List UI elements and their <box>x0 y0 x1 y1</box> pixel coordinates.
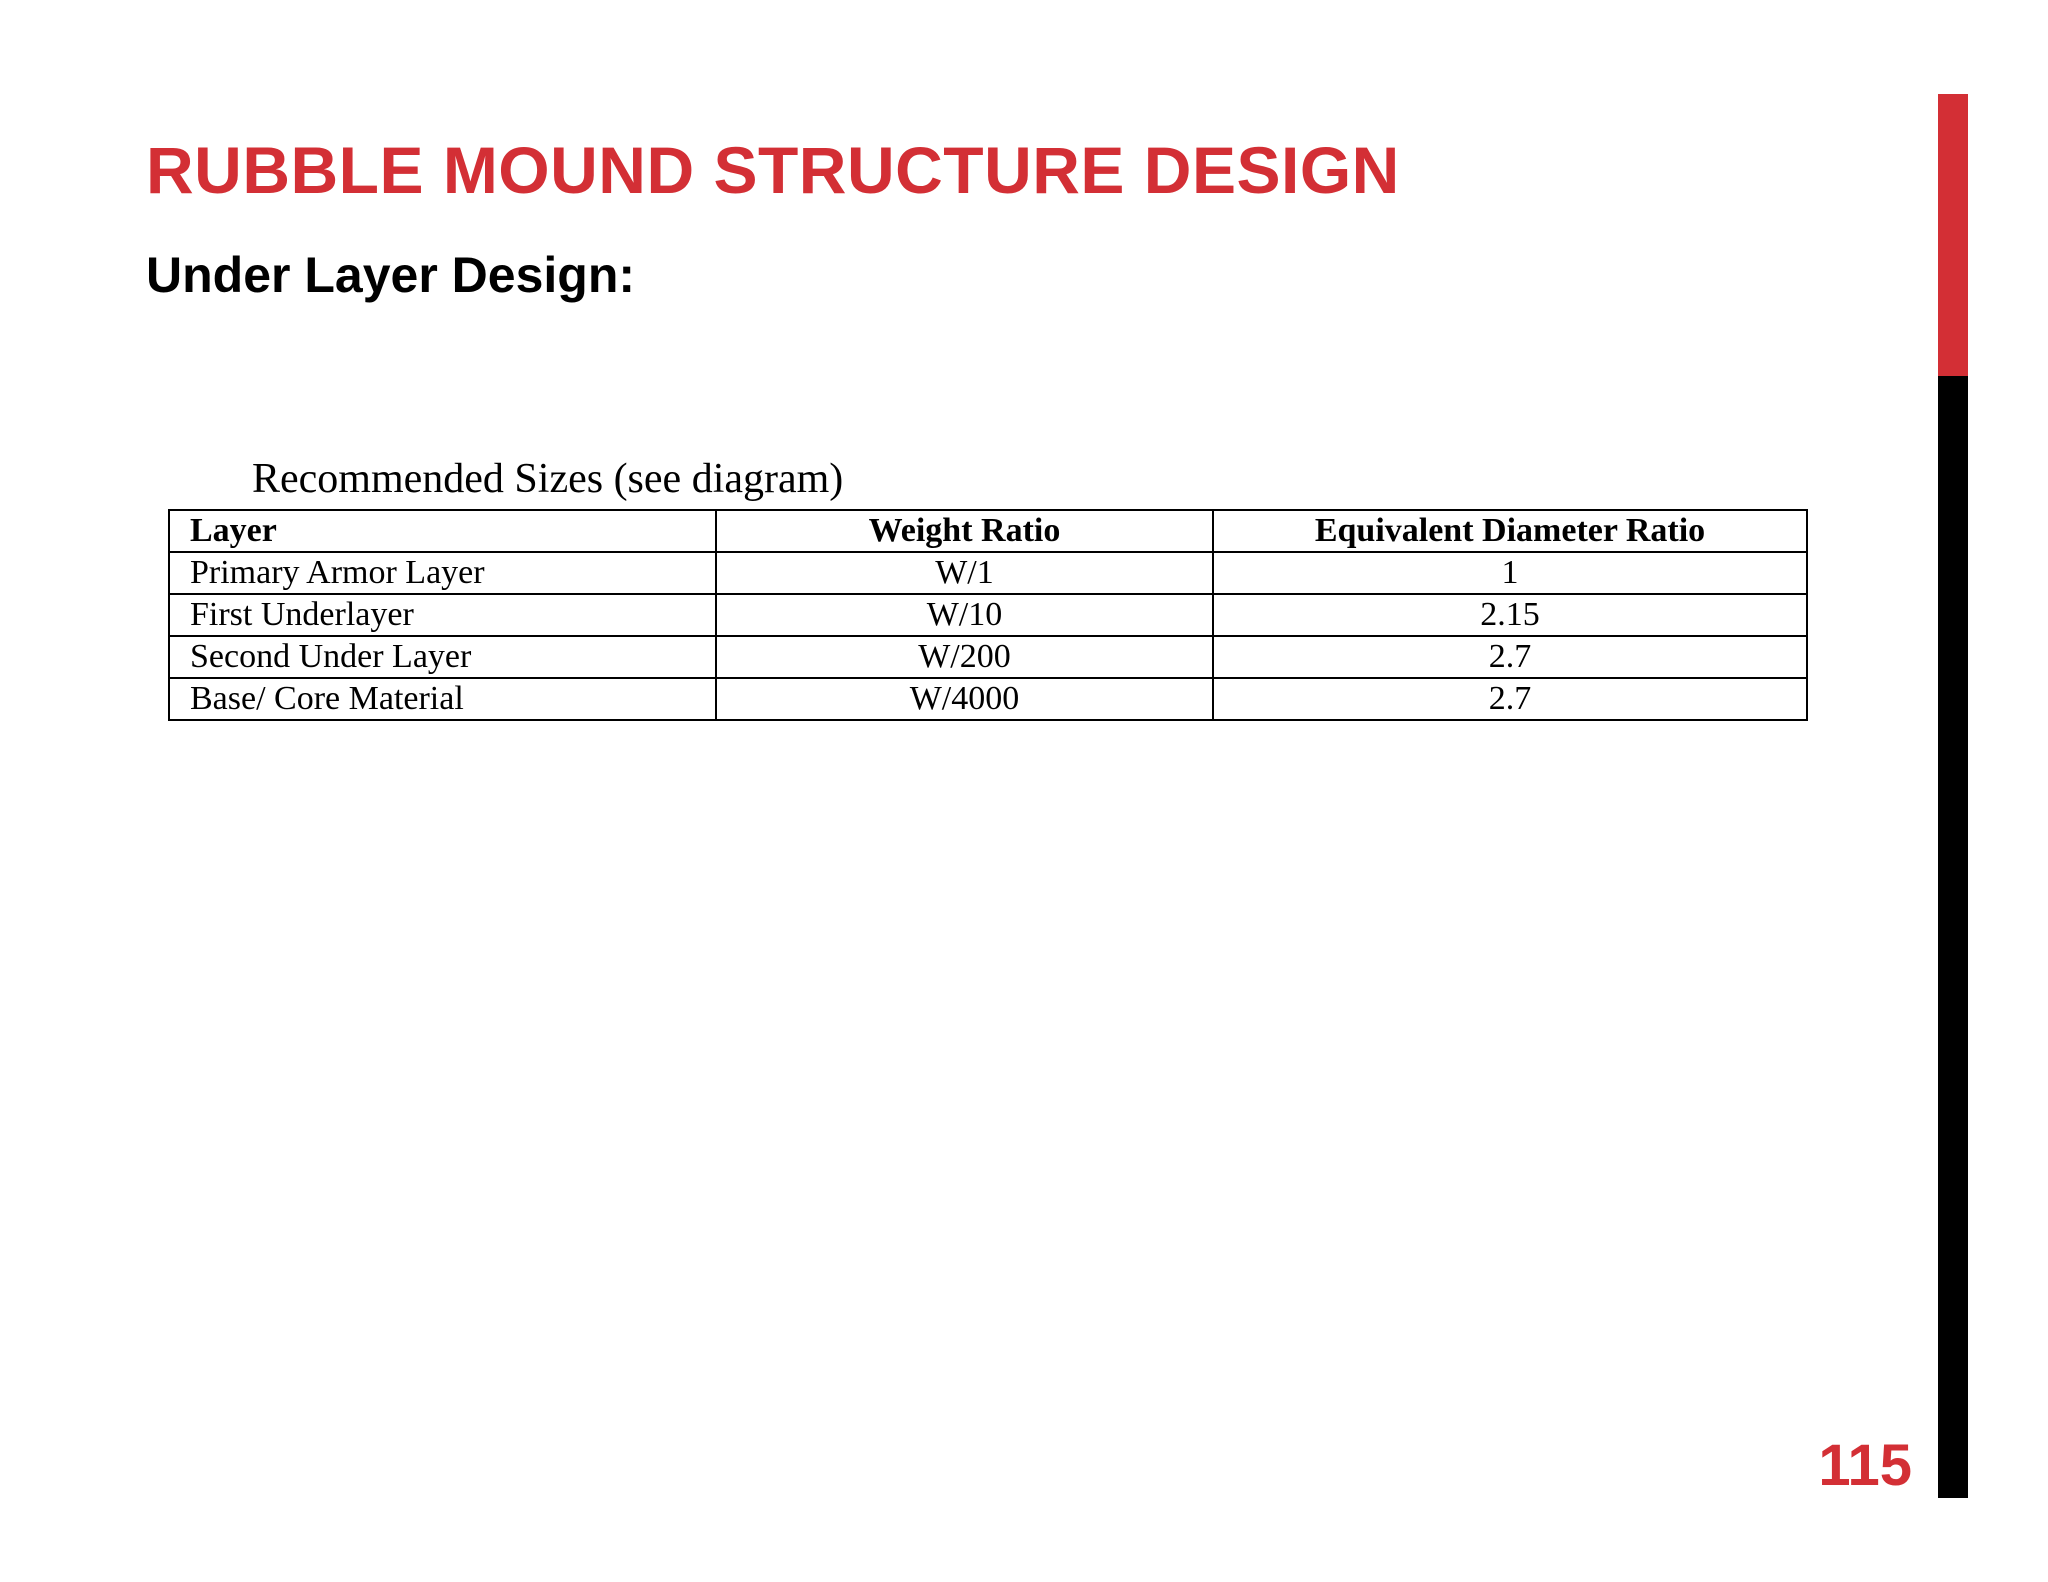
cell-layer: Primary Armor Layer <box>169 552 716 594</box>
recommended-sizes-table <box>168 509 1808 721</box>
accent-bar-black <box>1938 376 1968 1498</box>
header-weight-ratio: Weight Ratio <box>716 510 1213 552</box>
header-layer: Layer <box>169 510 716 552</box>
table-header-row <box>169 510 1807 552</box>
cell-layer: First Underlayer <box>169 594 716 636</box>
cell-diameter-ratio: 1 <box>1213 552 1807 594</box>
slide-subtitle: Under Layer Design: <box>146 247 636 303</box>
table-row <box>169 594 1807 636</box>
cell-weight-ratio: W/10 <box>716 594 1213 636</box>
accent-bar-red <box>1938 94 1968 376</box>
slide-title: RUBBLE MOUND STRUCTURE DESIGN <box>146 133 1400 207</box>
cell-layer: Second Under Layer <box>169 636 716 678</box>
table-row <box>169 552 1807 594</box>
page-number: 115 <box>1818 1433 1912 1498</box>
cell-diameter-ratio: 2.7 <box>1213 678 1807 720</box>
table-row <box>169 678 1807 720</box>
cell-layer: Base/ Core Material <box>169 678 716 720</box>
cell-diameter-ratio: 2.15 <box>1213 594 1807 636</box>
header-equivalent-diameter-ratio: Equivalent Diameter Ratio <box>1213 510 1807 552</box>
embedded-table-image <box>168 455 1808 721</box>
cell-weight-ratio: W/200 <box>716 636 1213 678</box>
cell-diameter-ratio: 2.7 <box>1213 636 1807 678</box>
cell-weight-ratio: W/4000 <box>716 678 1213 720</box>
table-row <box>169 636 1807 678</box>
cell-weight-ratio: W/1 <box>716 552 1213 594</box>
table-caption: Recommended Sizes (see diagram) <box>252 456 844 502</box>
